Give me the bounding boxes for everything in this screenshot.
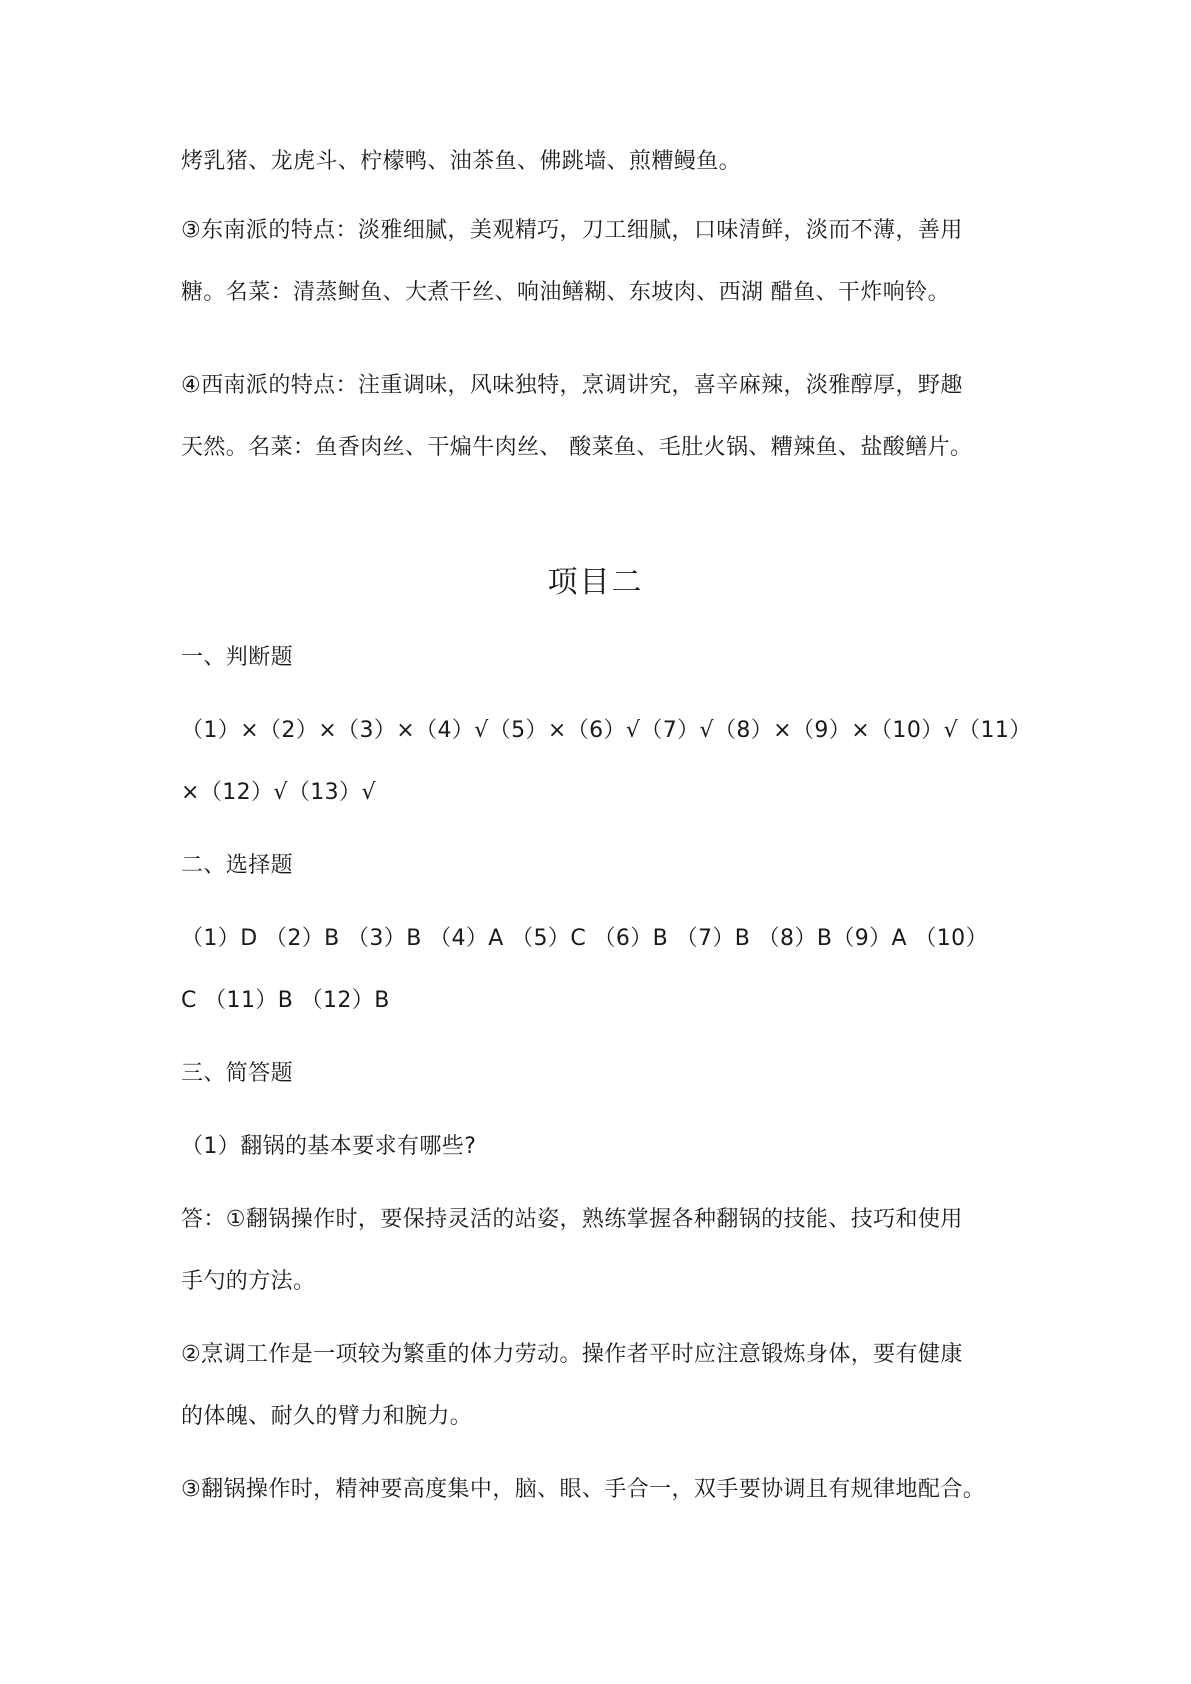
project-title: 项目二 (547, 565, 644, 600)
answer-3-line-1: ③翻锅操作时，精神要高度集中，脑、眼、手合一，双手要协调且有规律地配合。 (181, 1477, 986, 1502)
famous-dishes-line: 烤乳猪、龙虎斗、柠檬鸭、油茶鱼、佛跳墙、煎糟鳗鱼。 (181, 149, 742, 174)
southeast-school-line-2: 糖。名菜：清蒸鲥鱼、大煮干丝、响油鳝糊、东坡肉、西湖 醋鱼、干炸响铃。 (181, 280, 950, 305)
section-heading-multiple-choice: 二、选择题 (181, 853, 294, 878)
multiple-choice-answers-line-2: C （11）B （12）B (181, 988, 390, 1013)
true-false-answers-line-1: （1）×（2）×（3）×（4）√（5）×（6）√（7）√（8）×（9）×（10）√（11） (181, 718, 1032, 743)
answer-1-line-1: 答：①翻锅操作时，要保持灵活的站姿，熟练掌握各种翻锅的技能、技巧和使用 (181, 1207, 963, 1232)
section-heading-short-answer: 三、简答题 (181, 1061, 294, 1086)
southeast-school-line-1: ③东南派的特点：淡雅细腻，美观精巧，刀工细腻，口味清鲜，淡而不薄，善用 (181, 218, 963, 243)
southwest-school-line-2: 天然。名菜：鱼香肉丝、干煸牛肉丝、 酸菜鱼、毛肚火锅、糟辣鱼、盐酸鳝片。 (181, 435, 973, 460)
short-answer-question: （1）翻锅的基本要求有哪些? (181, 1134, 477, 1159)
southwest-school-line-1: ④西南派的特点：注重调味，风味独特，烹调讲究，喜辛麻辣，淡雅醇厚，野趣 (181, 373, 963, 398)
section-heading-true-false: 一、判断题 (181, 645, 294, 670)
multiple-choice-answers-line-1: （1）D （2）B （3）B （4）A （5）C （6）B （7）B （8）B（9）A （10） (181, 926, 988, 951)
answer-2-line-2: 的体魄、耐久的臂力和腕力。 (181, 1404, 473, 1429)
true-false-answers-line-2: ×（12）√（13）√ (181, 780, 376, 805)
answer-2-line-1: ②烹调工作是一项较为繁重的体力劳动。操作者平时应注意锻炼身体，要有健康 (181, 1342, 963, 1367)
answer-1-line-2: 手勺的方法。 (181, 1269, 316, 1294)
